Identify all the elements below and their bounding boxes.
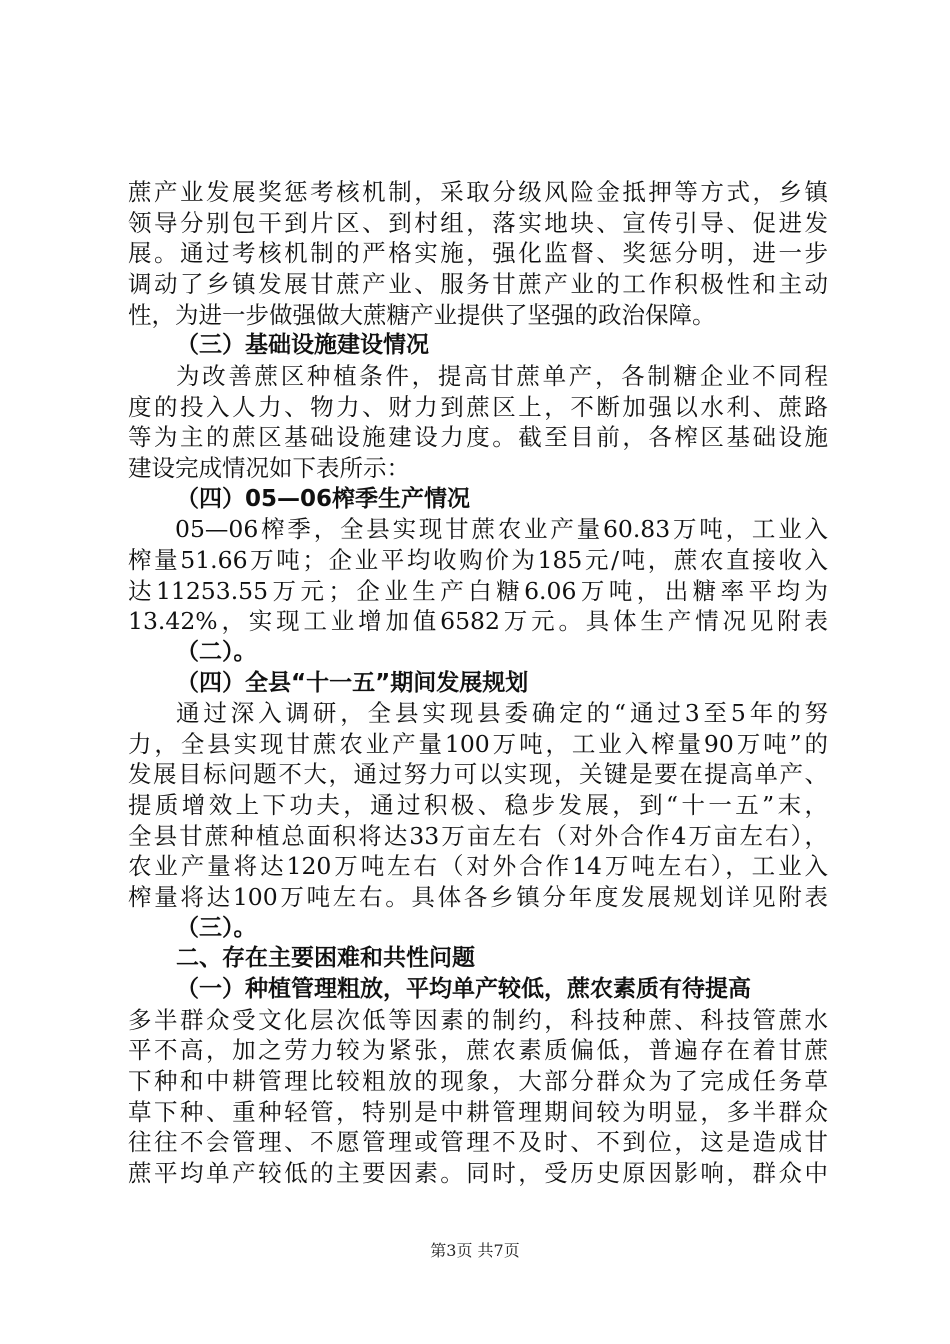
paragraph-line: 13.42%，实现工业增加值6582万元。具体生产情况见附表 [128, 607, 828, 635]
paragraph-line: 榨量51.66万吨；企业平均收购价为185元/吨，蔗农直接收入 [128, 546, 828, 574]
paragraph-line: 度的投入人力、物力、财力到蔗区上，不断加强以水利、蔗路 [128, 393, 828, 421]
paragraph-line: 榨量将达100万吨左右。具体各乡镇分年度发展规划详见附表 [128, 883, 828, 911]
section-heading: （一）种植管理粗放，平均单产较低，蔗农素质有待提高 [176, 976, 751, 1002]
paragraph-line: 为改善蔗区种植条件，提高甘蔗单产，各制糖企业不同程 [176, 362, 828, 390]
paragraph-line: 全县甘蔗种植总面积将达33万亩左右（对外合作4万亩左右）， [128, 822, 828, 850]
paragraph-line: 草下种、重种轻管，特别是中耕管理期间较为明显，多半群众 [128, 1098, 828, 1126]
paragraph-line: 蔗产业发展奖惩考核机制，采取分级风险金抵押等方式，乡镇 [128, 178, 828, 206]
paragraph-line: 性，为进一步做强做大蔗糖产业提供了坚强的政治保障。 [128, 301, 716, 329]
paragraph-line: 通过深入调研，全县实现县委确定的“通过3至5年的努 [176, 699, 828, 727]
paragraph-line: 发展目标问题不大，通过努力可以实现，关键是要在提高单产、 [128, 760, 828, 788]
paragraph-line: 调动了乡镇发展甘蔗产业、服务甘蔗产业的工作积极性和主动 [128, 270, 828, 298]
paragraph-line: 农业产量将达120万吨左右（对外合作14万吨左右），工业入 [128, 852, 828, 880]
paragraph-line: 建设完成情况如下表所示： [128, 454, 410, 482]
paragraph-line: 展。通过考核机制的严格实施，强化监督、奖惩分明，进一步 [128, 239, 828, 267]
paragraph-line: 提质增效上下功夫，通过积极、稳步发展，到“十一五”末， [128, 791, 828, 819]
paragraph-line: 05—06榨季，全县实现甘蔗农业产量60.83万吨，工业入 [175, 515, 828, 543]
section-heading: （四）05—06榨季生产情况 [176, 486, 471, 512]
section-heading: （四）全县“十一五”期间发展规划 [176, 670, 529, 696]
paragraph-line: 领导分别包干到片区、到村组，落实地块、宣传引导、促进发 [128, 209, 828, 237]
paragraph-line: 平不高，加之劳力较为紧张，蔗农素质偏低，普遍存在着甘蔗 [128, 1036, 828, 1064]
paragraph-line: 下种和中耕管理比较粗放的现象，大部分群众为了完成任务草 [128, 1067, 828, 1095]
paragraph-line: 等为主的蔗区基础设施建设力度。截至目前，各榨区基础设施 [128, 423, 828, 451]
paragraph-line: 蔗平均单产较低的主要因素。同时，受历史原因影响，群众中 [128, 1159, 828, 1187]
page-number-footer: 第3页 共7页 [430, 1241, 520, 1260]
paragraph-line: （二）。 [176, 639, 257, 665]
paragraph-line: 多半群众受文化层次低等因素的制约，科技种蔗、科技管蔗水 [128, 1006, 828, 1034]
section-heading: 二、存在主要困难和共性问题 [176, 945, 475, 971]
paragraph-line: （三）。 [176, 915, 257, 941]
paragraph-line: 力，全县实现甘蔗农业产量100万吨，工业入榨量90万吨”的 [128, 730, 828, 758]
paragraph-line: 达11253.55万元；企业生产白糖6.06万吨，出糖率平均为 [128, 577, 828, 605]
section-heading: （三）基础设施建设情况 [176, 332, 429, 358]
paragraph-line: 往往不会管理、不愿管理或管理不及时、不到位，这是造成甘 [128, 1128, 828, 1156]
